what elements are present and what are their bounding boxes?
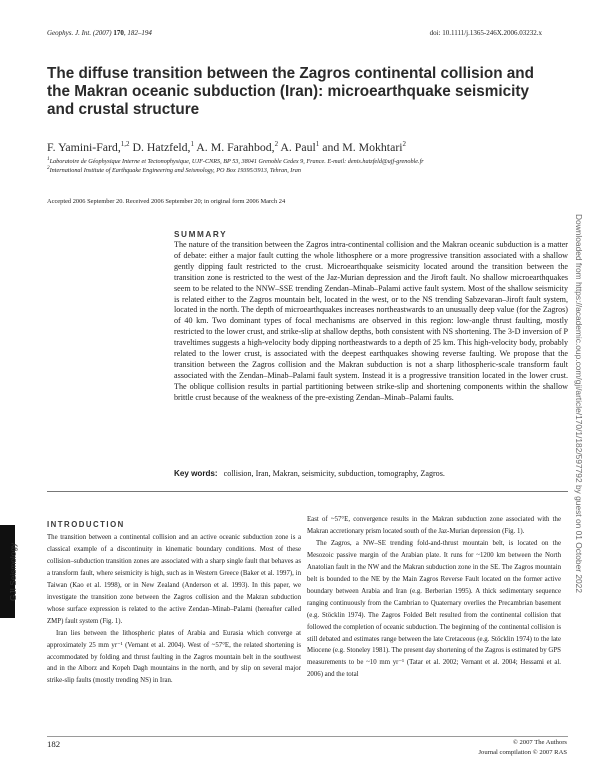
paragraph: East of ~57°E, convergence results in the Makran subduction zone associated with the Makran accretionary prism located south of the Jaz-Murian depression (Fig. 1).	[307, 516, 561, 535]
body-column-left	[47, 532, 301, 687]
summary-text: The nature of the transition between the Zagros intra-continental collision and the Makran oceanic subduction is a matter of debate: either a major fault cutting the whole lithosphere or a more progressive transition associated with a shallow gently dipping fault restricted to the crust. Microearthquake seismicity located around the transition between the transition zone is restricted to the west of the Jaz-Murian depression and the Jiroft fault. No shallow microearthquakes seem to be related to the NNW–SSE trending Zendan–Minab–Palami active fault system. Most of the shallow seismicity is related either to the Zagros mountain belt, located in the west, or to the NS trending Sabzevaran–Jiroft fault system, located in the north. The depth of microearthquakes increases northeastwards to an unusually deep value (for the Zagros) of 40 km. Two dominant types of focal mechanisms are observed in this region: low-angle thrust faulting, mostly restricted to the lower crust, and strike-slip at shallow depths, both consistent with NS shortening. The 3-D inversion of P traveltimes suggests a high-velocity body dipping northeastwards to a depth of 25 km. This high-velocity body, probably related to the lower crust, is associated with the deepest earthquakes showing reverse faulting. We propose that the transition between the Zagros collision and the Makran subduction is not a sharp lithospheric-scale transform fault associated with the Zendan–Minab–Palami fault system. Instead it is a progressive transition located in the lower crust. The oblique collision results in partial partitioning between strike-slip and shortening components within the shallow brittle crust because of the weakness of the pre-existing Zendan–Minab–Palami faults.	[174, 240, 568, 402]
affiliation-1: $^1$Laboratoire de Géophysique Interne et Tectonophysique, UJF-CNRS, BP 53, 38041 Grenoble Cedex 9, France. E-mail: denis.hatzfeld@ujf-grenoble.fr	[47, 156, 424, 166]
paragraph: The transition between a continental collision and an active oceanic subduction zone is a classical example of a discontinuity in kinematic boundary conditions. Most of these collision–subduction transition zones are associated with a sharp single fault that behaves as a transform fault, where seismicity is high, such as in Western Greece (Baker et al. 1997), in Taiwan (Kao et al. 1998), or in New Zealand (Anderson et al. 1993). In this paper, we investigate the transition zone between the Zagros collision and the Makran subduction whose surface expression is related to the active Zendan–Minab–Palami (hereafter called ZMP) fault system (Fig. 1).	[47, 534, 301, 625]
running-header-journal: Geophys. J. Int. (2007) 170, 182–194	[47, 29, 152, 37]
affiliation-2: $^2$International Institute of Earthquake Engineering and Seismology, PO Box 19395/3913, Tehran, Iran	[47, 165, 301, 175]
accepted-dates: Accepted 2006 September 20. Received 2006 September 20; in original form 2006 March 24	[47, 198, 286, 205]
article-title: The diffuse transition between the Zagros continental collision and the Makran oceanic subduction (Iran): microearthquake seismicity and crustal structure	[47, 65, 534, 118]
download-watermark: Downloaded from https://academic.oup.com/gji/article/170/1/182/597792 by guest on 01 October 2022	[574, 214, 584, 593]
copyright-notice: © 2007 The Authors Journal compilation © 2007 RAS	[478, 739, 567, 756]
summary-heading: SUMMARY	[174, 230, 228, 239]
running-header-doi[interactable]: doi: 10.1111/j.1365-246X.2006.03232.x	[429, 29, 542, 37]
footer-divider	[47, 736, 568, 737]
keywords: Key words: collision, Iran, Makran, seismicity, subduction, tomography, Zagros.	[174, 469, 445, 478]
section-divider	[47, 491, 568, 492]
page-number: 182	[47, 739, 61, 749]
paragraph: The Zagros, a NW–SE trending fold-and-thrust mountain belt, is located on the Mesozoic passive margin of the Arabian plate. It runs for ~1200 km between the North Anatolian fault in the NW and the Makran subduction zone in the SE. The Zagros mountain belt is bounded to the NE by the Main Zagros Reverse Fault located on the former active boundary between Arabia and Iran (e.g. Berberian 1995). A thick sedimentary sequence ranging continuously from the Cambrian to Quaternary overlies the Precambrian basement (e.g. Stöcklin 1974). The Zagros Folded Belt resulted from the continental collision that followed the completion of oceanic subduction. The beginning of the continental collision is still debated and estimates range between the late Cretaceous (e.g. Stöcklin 1974) to the late Miocene (e.g. Stoneley 1981). The present day shortening of the Zagros is estimated by GPS measurements to be ~10 mm yr⁻¹ (Tatar et al. 2002; Vernant et al. 2004; Hessami et al. 2006) and the total	[307, 539, 561, 679]
journal-section-label: GJI Seismology	[8, 542, 18, 601]
body-column-right	[307, 514, 561, 681]
author-list: F. Yamini-Fard,$^{1,2}$ D. Hatzfeld,$^1$ A. M. Farahbod,$^2$ A. Paul$^1$ and M. Mokhtari$^2$	[47, 140, 407, 154]
introduction-heading: INTRODUCTION	[47, 520, 125, 529]
paragraph: Iran lies between the lithospheric plates of Arabia and Eurasia which converge at approximately 25 mm yr⁻¹ (Vernant et al. 2004). West of ~57°E, the related shortening is accommodated by folding and thrust faulting in the Zagros mountain belt in the southwest and in the Alborz and Kopeh Dagh mountains in the north, and by slip on several major strike-slip faults (mostly trending NS) in Iran.	[47, 629, 301, 685]
